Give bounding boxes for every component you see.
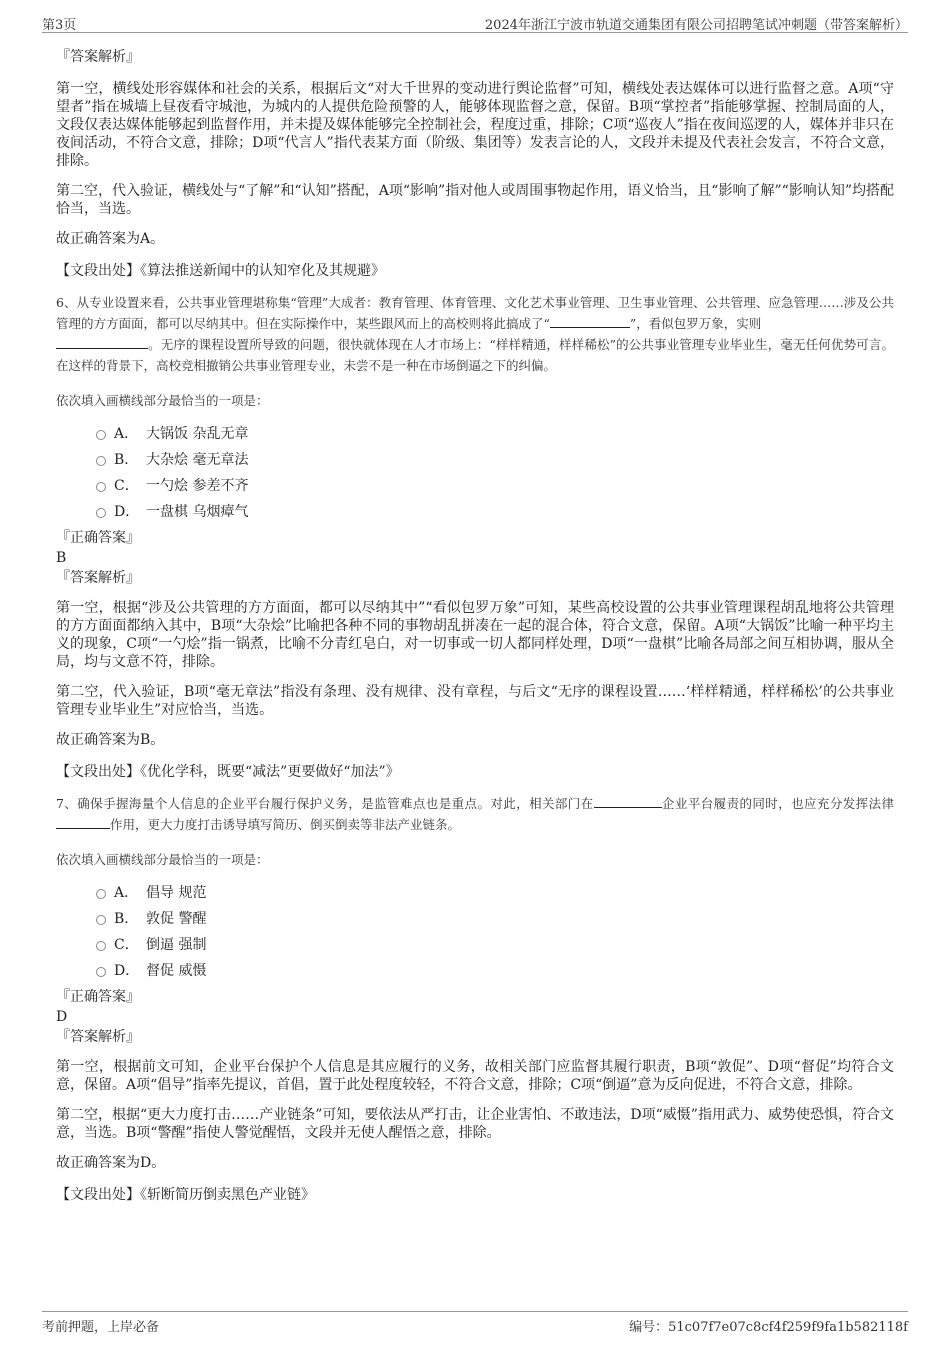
q7-prompt: 依次填入画横线部分最恰当的一项是： (56, 852, 269, 867)
q6-option-a[interactable] (56, 421, 894, 447)
q5-analysis-heading: 『答案解析』 (56, 49, 140, 65)
q7-option-b[interactable] (56, 906, 894, 932)
q6-blank-2 (56, 336, 148, 349)
q6-option-c[interactable] (56, 473, 894, 499)
footer-slogan: 考前押题，上岸必备 (42, 1320, 160, 1335)
radio-icon[interactable] (96, 456, 106, 466)
q7-option-d[interactable] (56, 958, 894, 984)
q7-source: 【文段出处】《斩断简历倒卖黑色产业链》 (56, 1187, 315, 1203)
q7-blank-2 (56, 816, 110, 829)
q7-options (56, 880, 894, 984)
radio-icon[interactable] (96, 482, 106, 492)
q6-conclusion: 故正确答案为B。 (56, 732, 165, 748)
option-text: 大锅饭 杂乱无章 (146, 426, 249, 442)
option-letter: D． (114, 504, 140, 520)
option-letter: A． (114, 885, 139, 901)
option-letter: C． (114, 937, 139, 953)
q6-stem (56, 292, 894, 376)
q7-stem-part3: 作用，更大力度打击诱导填写简历、倒买倒卖等非法产业链条。 (110, 817, 461, 832)
option-letter: D． (114, 963, 140, 979)
q6-analysis-p2: 第二空，代入验证，B项“毫无章法”指没有条理、没有规律、没有章程，与后文“无序的课程设置……‘样样精通，样样稀松’的公共事业管理专业毕业生”对应恰当，当选。 (56, 684, 894, 718)
q6-source: 【文段出处】《优化学科，既要“减法”更要做好“加法”》 (56, 764, 400, 780)
option-letter: A． (114, 426, 139, 442)
q7-stem-part2: 企业平台履责的同时，也应充分发挥法律 (661, 796, 894, 811)
option-text: 敦促 警醒 (146, 911, 207, 927)
radio-icon[interactable] (96, 941, 106, 951)
q6-options (56, 421, 894, 525)
option-letter: B． (114, 452, 139, 468)
radio-icon[interactable] (96, 915, 106, 925)
option-letter: C． (114, 478, 139, 494)
q6-analysis-heading: 『答案解析』 (56, 570, 140, 586)
radio-icon[interactable] (96, 508, 106, 518)
option-letter: B． (114, 911, 139, 927)
q6-analysis-p1: 第一空，根据“涉及公共管理的方方面面，都可以尽纳其中”“看似包罗万象”可知，某些高校设置的公共事业管理课程胡乱地将公共管理的方方面面都纳入其中，B项“大杂烩”比喻把各种不同的事物胡乱拼凑在一起的混合体，符合文意，保留。A项“大锅饭”比喻一种平均主义的现象，C项“一勺烩”指一锅煮，比喻不分青红皂白，对一切事或一切人都同样处理，D项“一盘棋”比喻各局部之间互相协调，服从全局，均与文意不符，排除。 (56, 600, 894, 670)
document-serial: 编号：51c07f7e07c8cf4f259f9fa1b582118f (629, 1320, 908, 1335)
option-text: 督促 威慑 (146, 963, 207, 979)
option-text: 大杂烩 毫无章法 (146, 452, 249, 468)
page-content (56, 44, 894, 1204)
q5-source: 【文段出处】《算法推送新闻中的认知窄化及其规避》 (56, 263, 385, 279)
q7-stem (56, 793, 894, 835)
option-text: 倒逼 强制 (146, 937, 207, 953)
page-number: 第3页 (42, 18, 77, 33)
q5-analysis-p2: 第二空，代入验证，横线处与“了解”和“认知”搭配，A项“影响”指对他人或周围事物起作用，语义恰当，且“影响了解”“影响认知”均搭配恰当，当选。 (56, 183, 894, 217)
page-header (42, 12, 908, 33)
q6-stem-part3: 。无序的课程设置所导致的问题，很快就体现在人才市场上：“样样精通，样样稀松”的公共事业管理专业毕业生，毫无任何优势可言。在这样的背景下，高校竞相撤销公共事业管理专业，未尝不是一种在市场倒逼之下的纠偏。 (56, 337, 894, 373)
radio-icon[interactable] (96, 967, 106, 977)
q6-stem-part2: ”，看似包罗万象，实则 (629, 316, 762, 331)
option-text: 一勺烩 参差不齐 (146, 478, 249, 494)
page-footer (42, 1311, 908, 1336)
q7-option-c[interactable] (56, 932, 894, 958)
q7-conclusion: 故正确答案为D。 (56, 1155, 166, 1171)
q6-option-b[interactable] (56, 447, 894, 473)
q7-analysis-heading: 『答案解析』 (56, 1029, 140, 1045)
radio-icon[interactable] (96, 430, 106, 440)
q7-blank-1 (594, 795, 662, 808)
q6-correct-heading: 『正确答案』 (56, 530, 140, 546)
q6-blank-1 (550, 315, 630, 328)
q6-option-d[interactable] (56, 499, 894, 525)
q6-correct-answer: B (56, 550, 67, 566)
q6-prompt: 依次填入画横线部分最恰当的一项是： (56, 393, 269, 408)
q7-correct-heading: 『正确答案』 (56, 989, 140, 1005)
q7-option-a[interactable] (56, 880, 894, 906)
radio-icon[interactable] (96, 889, 106, 899)
option-text: 一盘棋 乌烟瘴气 (146, 504, 249, 520)
q7-analysis-p1: 第一空，根据前文可知，企业平台保护个人信息是其应履行的义务，故相关部门应监督其履行职责，B项“敦促”、D项“督促”均符合文意，保留。A项“倡导”指率先提议，首倡，置于此处程度较轻，不符合文意，排除；C项“倒逼”意为反向促进，不符合文意，排除。 (56, 1059, 894, 1093)
q5-conclusion: 故正确答案为A。 (56, 231, 165, 247)
q5-analysis-p1: 第一空，横线处形容媒体和社会的关系，根据后文“对大千世界的变动进行舆论监督”可知，横线处表达媒体可以进行监督之意。A项“守望者”指在城墙上昼夜看守城池，为城内的人提供危险预警的人，能够体现监督之意，保留。B项“掌控者”指能够掌握、控制局面的人，文段仅表达媒体能够起到监督作用，并未提及媒体能够完全控制社会，程度过重，排除；C项“巡夜人”指在夜间巡逻的人，媒体并非只在夜间活动，不符合文意，排除；D项“代言人”指代表某方面（阶级、集团等）发表言论的人，文段并未提及代表社会发言，不符合文意，排除。 (56, 81, 894, 169)
q7-stem-part1: 7、确保手握海量个人信息的企业平台履行保护义务，是监管难点也是重点。对此，相关部门在 (56, 796, 594, 811)
q7-correct-answer: D (56, 1009, 68, 1025)
q7-analysis-p2: 第二空，根据“更大力度打击……产业链条”可知，要依法从严打击，让企业害怕、不敢违法，D项“威慑”指用武力、威势使恐惧，符合文意，当选。B项“警醒”指使人警觉醒悟，文段并无使人醒悟之意，排除。 (56, 1107, 894, 1141)
document-title: 2024年浙江宁波市轨道交通集团有限公司招聘笔试冲刺题（带答案解析） (484, 18, 908, 33)
option-text: 倡导 规范 (146, 885, 207, 901)
q6-stem-part1: 6、从专业设置来看，公共事业管理堪称集“管理”大成者：教育管理、体育管理、文化艺术事业管理、卫生事业管理、公共管理、应急管理……涉及公共管理的方方面面，都可以尽纳其中。但在实际操作中，某些跟风而上的高校则将此搞成了“ (56, 295, 894, 331)
